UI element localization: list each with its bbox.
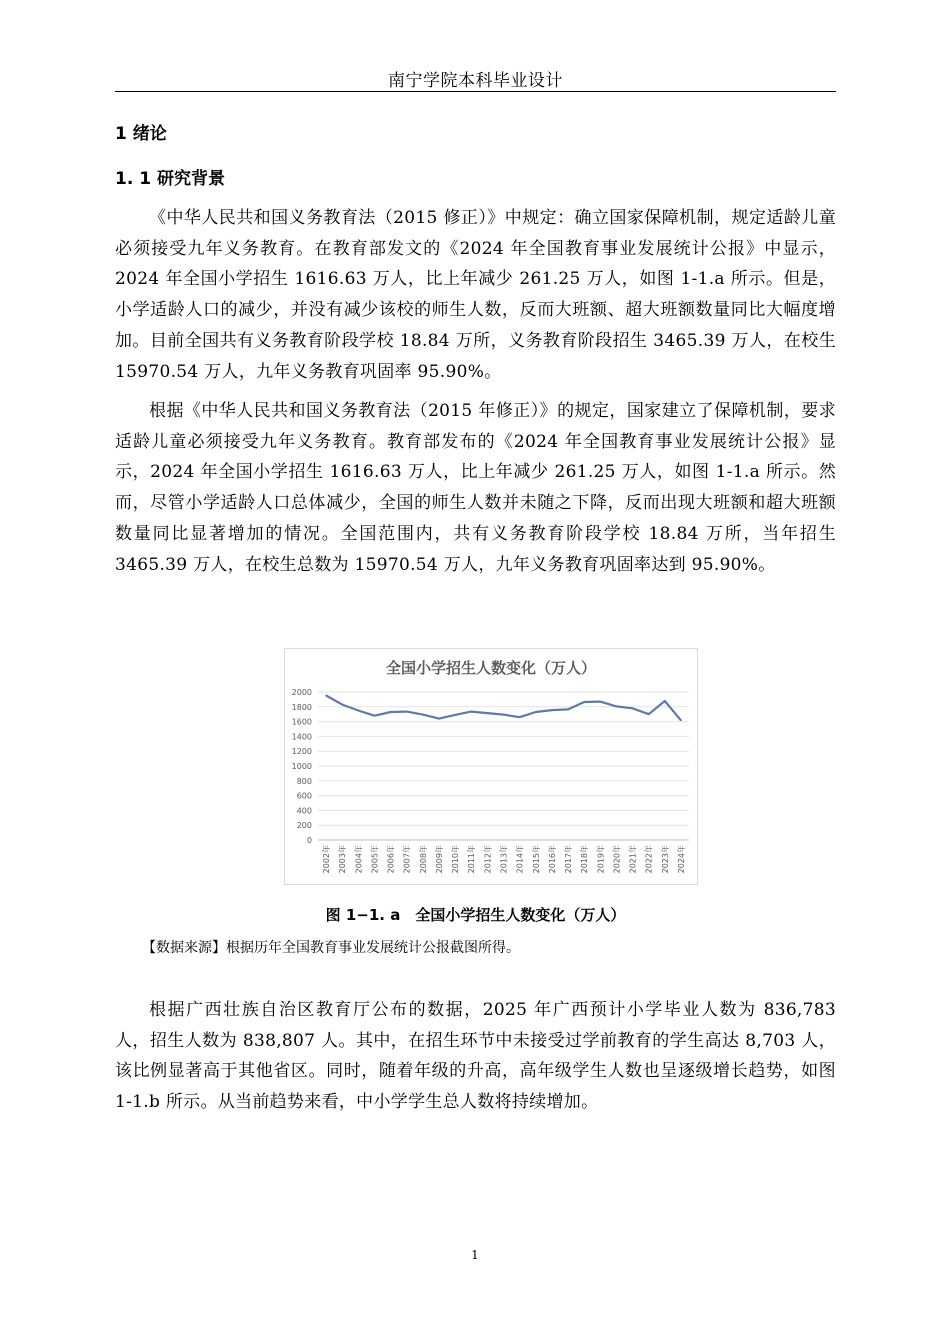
x-tick-label: 2005年 [370, 845, 380, 874]
page-header: 南宁学院本科毕业设计 [388, 71, 563, 91]
x-tick-label: 2020年 [612, 845, 622, 874]
data-point [599, 701, 601, 703]
figure-chart [284, 648, 698, 885]
x-tick-label: 2023年 [660, 845, 670, 874]
paragraph-1: 《中华人民共和国义务教育法（2015 修正）》中规定：确立国家保障机制，规定适龄儿童必须接受九年义务教育。在教育部发文的《2024 年全国教育事业发展统计公报》中显示，2024 年全国小学招生 1616.63 万人，比上年减少 261.25 万人，如图 1-1.a 所示。但是，小学适龄人口的减少，并没有减少该校的师生人数，反而大班额、超大班额数量同比大幅度增加。目前全国共有义务教育阶段学校 18.84 万所，义务教育阶段招生 3465.39 万人，在校生 15970.54 万人，九年义务教育巩固率 95.90%。 [115, 208, 836, 382]
y-tick-label: 200 [296, 821, 312, 831]
header-rule [115, 91, 836, 92]
series-line [326, 696, 681, 721]
data-point [583, 701, 585, 703]
subsection-heading: 1. 1 研究背景 [115, 169, 225, 189]
x-tick-label: 2006年 [386, 845, 396, 874]
y-tick-label: 2000 [291, 688, 312, 697]
x-tick-label: 2003年 [338, 845, 348, 874]
data-point [535, 711, 537, 713]
x-tick-label: 2009年 [434, 845, 444, 874]
y-tick-label: 0 [306, 836, 312, 845]
y-tick-label: 1800 [291, 702, 312, 712]
y-tick-label: 1000 [291, 762, 312, 771]
paragraph-3: 根据广西壮族自治区教育厅公布的数据，2025 年广西预计小学毕业人数为 836,783 人，招生人数为 838,807 人。其中，在招生环节中未接受过学前教育的学生高达 8,703 人，该比例显著高于其他省区。同时，随着年级的升高，高年级学生人数也呈逐级增长趋势，如图 1-1.b 所示。从当前趋势来看，中小学学生总人数将持续增加。 [115, 1000, 836, 1113]
y-tick-label: 1200 [291, 747, 312, 757]
x-tick-label: 2010年 [451, 845, 461, 874]
data-point [632, 707, 634, 709]
x-tick-label: 2008年 [418, 845, 428, 874]
x-tick-label: 2011年 [467, 845, 477, 874]
x-tick-label: 2017年 [564, 845, 574, 874]
y-tick-label: 600 [296, 791, 312, 801]
figure-caption: 图 1−1. a 全国小学招生人数变化（万人） [325, 906, 626, 924]
data-point [374, 715, 376, 717]
x-tick-label: 2019年 [596, 845, 606, 874]
y-tick-label: 1400 [291, 732, 312, 742]
x-tick-label: 2018年 [580, 845, 590, 874]
data-point [454, 714, 456, 716]
data-point [406, 711, 408, 713]
data-point [422, 714, 424, 716]
x-tick-label: 2012年 [483, 845, 493, 874]
x-tick-label: 2004年 [354, 845, 364, 874]
data-point [664, 700, 666, 702]
data-point [567, 709, 569, 711]
y-tick-label: 1600 [291, 717, 312, 727]
source-note: 【数据来源】根据历年全国教育事业发展统计公报截图所得。 [142, 940, 520, 956]
page-number: 1 [471, 1248, 479, 1262]
data-point [616, 706, 618, 708]
data-point [551, 709, 553, 711]
data-point [390, 711, 392, 713]
x-tick-label: 2024年 [676, 845, 686, 874]
data-point [341, 704, 343, 706]
data-point [438, 718, 440, 720]
section-heading: 1 绪论 [115, 124, 167, 144]
data-point [648, 713, 650, 715]
x-tick-label: 2013年 [499, 845, 509, 874]
x-tick-label: 2007年 [402, 845, 412, 874]
paragraph-2: 根据《中华人民共和国义务教育法（2015 年修正）》的规定，国家建立了保障机制，要求适龄儿童必须接受九年义务教育。教育部发布的《2024 年全国教育事业发展统计公报》显示，2024 年全国小学招生 1616.63 万人，比上年减少 261.25 万人，如图 1-1.a 所示。然而，尽管小学适龄人口总体减少，全国的师生人数并未随之下降，反而出现大班额和超大班额数量同比显著增加的情况。全国范围内，共有义务教育阶段学校 18.84 万所，当年招生 3465.39 万人，在校生总数为 15970.54 万人，九年义务教育巩固率达到 95.90%。 [115, 401, 836, 575]
x-tick-label: 2014年 [515, 845, 525, 874]
data-point [519, 716, 521, 718]
data-point [680, 720, 682, 722]
data-point [503, 714, 505, 716]
x-tick-label: 2015年 [531, 845, 541, 874]
data-point [487, 712, 489, 714]
chart-title: 全国小学招生人数变化（万人） [385, 659, 597, 677]
x-tick-label: 2022年 [644, 845, 654, 874]
enrollment-line-chart [285, 649, 697, 884]
x-tick-label: 2021年 [628, 845, 638, 874]
data-point [325, 695, 327, 697]
y-tick-label: 400 [296, 806, 312, 816]
y-tick-label: 800 [296, 776, 312, 786]
data-point [470, 711, 472, 713]
x-tick-label: 2002年 [322, 845, 332, 874]
x-tick-label: 2016年 [547, 845, 557, 874]
data-point [358, 710, 360, 712]
